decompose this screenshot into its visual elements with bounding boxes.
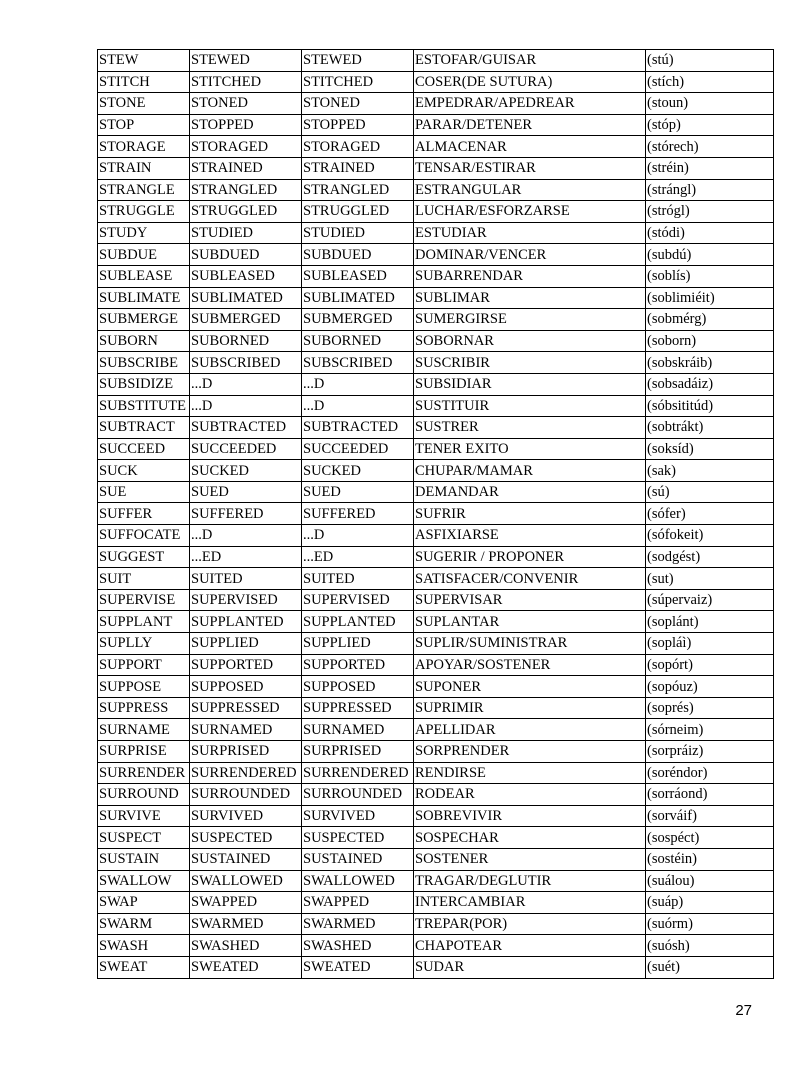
table-row	[98, 395, 774, 417]
past-participle-cell: SUFFERED	[302, 503, 414, 525]
past-participle-cell: SUSPECTED	[302, 827, 414, 849]
table-row	[98, 913, 774, 935]
past-participle-cell: STORAGED	[302, 136, 414, 158]
page-number: 27	[735, 1002, 752, 1019]
base-form-cell: SWALLOW	[98, 870, 190, 892]
pronunciation-cell: (soplánt)	[646, 611, 774, 633]
past-participle-cell: ...D	[302, 373, 414, 395]
table-row	[98, 827, 774, 849]
table-row	[98, 309, 774, 331]
translation-cell: TRAGAR/DEGLUTIR	[414, 870, 646, 892]
table-row	[98, 654, 774, 676]
table-row	[98, 481, 774, 503]
past-participle-cell: SUITED	[302, 568, 414, 590]
table-row	[98, 892, 774, 914]
translation-cell: ALMACENAR	[414, 136, 646, 158]
base-form-cell: SWASH	[98, 935, 190, 957]
past-participle-cell: STITCHED	[302, 71, 414, 93]
translation-cell: SUSTITUIR	[414, 395, 646, 417]
past-participle-cell: SUBLEASED	[302, 265, 414, 287]
translation-cell: ESTRANGULAR	[414, 179, 646, 201]
past-simple-cell: STRANGLED	[190, 179, 302, 201]
pronunciation-cell: (sobskráib)	[646, 352, 774, 374]
past-simple-cell: SWASHED	[190, 935, 302, 957]
base-form-cell: STRAIN	[98, 157, 190, 179]
translation-cell: SUPLIR/SUMINISTRAR	[414, 633, 646, 655]
pronunciation-cell: (sobmérg)	[646, 309, 774, 331]
table-row	[98, 870, 774, 892]
translation-cell: SUBLIMAR	[414, 287, 646, 309]
base-form-cell: SUPPRESS	[98, 697, 190, 719]
past-simple-cell: STUDIED	[190, 222, 302, 244]
past-participle-cell: SURROUNDED	[302, 784, 414, 806]
past-simple-cell: ...D	[190, 395, 302, 417]
table-row	[98, 330, 774, 352]
base-form-cell: SUPERVISE	[98, 589, 190, 611]
table-row	[98, 589, 774, 611]
base-form-cell: SUBLIMATE	[98, 287, 190, 309]
table-row	[98, 352, 774, 374]
base-form-cell: STONE	[98, 93, 190, 115]
table-row	[98, 568, 774, 590]
past-participle-cell: ...D	[302, 395, 414, 417]
past-participle-cell: STEWED	[302, 50, 414, 72]
translation-cell: DOMINAR/VENCER	[414, 244, 646, 266]
base-form-cell: STORAGE	[98, 136, 190, 158]
past-participle-cell: SUPERVISED	[302, 589, 414, 611]
table-row	[98, 697, 774, 719]
past-simple-cell: STEWED	[190, 50, 302, 72]
translation-cell: CHAPOTEAR	[414, 935, 646, 957]
translation-cell: ASFIXIARSE	[414, 525, 646, 547]
past-simple-cell: SURROUNDED	[190, 784, 302, 806]
base-form-cell: STRANGLE	[98, 179, 190, 201]
past-simple-cell: SUBTRACTED	[190, 417, 302, 439]
past-simple-cell: STONED	[190, 93, 302, 115]
translation-cell: RENDIRSE	[414, 762, 646, 784]
table-row	[98, 784, 774, 806]
past-participle-cell: SURPRISED	[302, 741, 414, 763]
past-participle-cell: SURRENDERED	[302, 762, 414, 784]
table-row	[98, 71, 774, 93]
past-participle-cell: SWARMED	[302, 913, 414, 935]
base-form-cell: STEW	[98, 50, 190, 72]
past-participle-cell: ...ED	[302, 546, 414, 568]
pronunciation-cell: (stréin)	[646, 157, 774, 179]
base-form-cell: SUBMERGE	[98, 309, 190, 331]
translation-cell: SUDAR	[414, 956, 646, 978]
base-form-cell: SWAP	[98, 892, 190, 914]
pronunciation-cell: (soksíd)	[646, 438, 774, 460]
table-row	[98, 762, 774, 784]
translation-cell: RODEAR	[414, 784, 646, 806]
pronunciation-cell: (soborn)	[646, 330, 774, 352]
translation-cell: LUCHAR/ESFORZARSE	[414, 201, 646, 223]
past-simple-cell: STRAINED	[190, 157, 302, 179]
past-simple-cell: SURPRISED	[190, 741, 302, 763]
past-simple-cell: SUPPLIED	[190, 633, 302, 655]
base-form-cell: SURNAME	[98, 719, 190, 741]
past-simple-cell: SUPPRESSED	[190, 697, 302, 719]
base-form-cell: STITCH	[98, 71, 190, 93]
past-participle-cell: SUBTRACTED	[302, 417, 414, 439]
past-simple-cell: SURVIVED	[190, 805, 302, 827]
translation-cell: SUPLANTAR	[414, 611, 646, 633]
past-simple-cell: SUPPLANTED	[190, 611, 302, 633]
pronunciation-cell: (soblimiéit)	[646, 287, 774, 309]
pronunciation-cell: (sospéct)	[646, 827, 774, 849]
table-row	[98, 201, 774, 223]
past-simple-cell: SWEATED	[190, 956, 302, 978]
translation-cell: SUSTRER	[414, 417, 646, 439]
base-form-cell: STOP	[98, 114, 190, 136]
table-row	[98, 265, 774, 287]
translation-cell: ESTOFAR/GUISAR	[414, 50, 646, 72]
past-simple-cell: SWAPPED	[190, 892, 302, 914]
past-simple-cell: SUPERVISED	[190, 589, 302, 611]
pronunciation-cell: (sú)	[646, 481, 774, 503]
pronunciation-cell: (stóp)	[646, 114, 774, 136]
translation-cell: SORPRENDER	[414, 741, 646, 763]
translation-cell: APOYAR/SOSTENER	[414, 654, 646, 676]
translation-cell: SUBSIDIAR	[414, 373, 646, 395]
table-row	[98, 136, 774, 158]
pronunciation-cell: (sodgést)	[646, 546, 774, 568]
past-simple-cell: STOPPED	[190, 114, 302, 136]
pronunciation-cell: (strógl)	[646, 201, 774, 223]
pronunciation-cell: (suórm)	[646, 913, 774, 935]
past-participle-cell: SUSTAINED	[302, 848, 414, 870]
past-simple-cell: SUPPORTED	[190, 654, 302, 676]
past-simple-cell: SUBSCRIBED	[190, 352, 302, 374]
translation-cell: SATISFACER/CONVENIR	[414, 568, 646, 590]
base-form-cell: SUBLEASE	[98, 265, 190, 287]
past-simple-cell: ...D	[190, 373, 302, 395]
translation-cell: SUPONER	[414, 676, 646, 698]
pronunciation-cell: (soblís)	[646, 265, 774, 287]
translation-cell: ESTUDIAR	[414, 222, 646, 244]
table-row	[98, 417, 774, 439]
past-simple-cell: ...D	[190, 525, 302, 547]
pronunciation-cell: (stích)	[646, 71, 774, 93]
translation-cell: SUGERIR / PROPONER	[414, 546, 646, 568]
translation-cell: SUMERGIRSE	[414, 309, 646, 331]
past-simple-cell: SUSPECTED	[190, 827, 302, 849]
base-form-cell: SUBSCRIBE	[98, 352, 190, 374]
past-simple-cell: ...ED	[190, 546, 302, 568]
pronunciation-cell: (sopláì)	[646, 633, 774, 655]
past-participle-cell: STRAINED	[302, 157, 414, 179]
table-row	[98, 676, 774, 698]
table-row	[98, 114, 774, 136]
pronunciation-cell: (soprés)	[646, 697, 774, 719]
table-row	[98, 805, 774, 827]
translation-cell: APELLIDAR	[414, 719, 646, 741]
translation-cell: DEMANDAR	[414, 481, 646, 503]
past-participle-cell: ...D	[302, 525, 414, 547]
past-participle-cell: SURVIVED	[302, 805, 414, 827]
translation-cell: SUSCRIBIR	[414, 352, 646, 374]
base-form-cell: SUFFER	[98, 503, 190, 525]
past-participle-cell: SUPPLANTED	[302, 611, 414, 633]
pronunciation-cell: (sobsadáiz)	[646, 373, 774, 395]
base-form-cell: SUCCEED	[98, 438, 190, 460]
translation-cell: TENSAR/ESTIRAR	[414, 157, 646, 179]
past-participle-cell: SUED	[302, 481, 414, 503]
past-participle-cell: SWASHED	[302, 935, 414, 957]
table-row	[98, 525, 774, 547]
base-form-cell: SWARM	[98, 913, 190, 935]
base-form-cell: STRUGGLE	[98, 201, 190, 223]
past-participle-cell: SUPPLIED	[302, 633, 414, 655]
past-simple-cell: SUBMERGED	[190, 309, 302, 331]
table-row	[98, 438, 774, 460]
past-simple-cell: STITCHED	[190, 71, 302, 93]
base-form-cell: SUBDUE	[98, 244, 190, 266]
base-form-cell: SUPPOSE	[98, 676, 190, 698]
pronunciation-cell: (sak)	[646, 460, 774, 482]
translation-cell: COSER(DE SUTURA)	[414, 71, 646, 93]
base-form-cell: SUBORN	[98, 330, 190, 352]
table-row	[98, 503, 774, 525]
past-simple-cell: STRUGGLED	[190, 201, 302, 223]
table-row	[98, 719, 774, 741]
base-form-cell: SURVIVE	[98, 805, 190, 827]
pronunciation-cell: (sut)	[646, 568, 774, 590]
table-row	[98, 287, 774, 309]
past-simple-cell: SURRENDERED	[190, 762, 302, 784]
base-form-cell: SUPPORT	[98, 654, 190, 676]
past-participle-cell: SUPPRESSED	[302, 697, 414, 719]
table-row	[98, 633, 774, 655]
translation-cell: SOSPECHAR	[414, 827, 646, 849]
past-participle-cell: SUBORNED	[302, 330, 414, 352]
base-form-cell: SUE	[98, 481, 190, 503]
table-row	[98, 741, 774, 763]
pronunciation-cell: (sopóuz)	[646, 676, 774, 698]
base-form-cell: SURROUND	[98, 784, 190, 806]
pronunciation-cell: (stódi)	[646, 222, 774, 244]
past-participle-cell: SUCCEEDED	[302, 438, 414, 460]
past-simple-cell: SUCKED	[190, 460, 302, 482]
base-form-cell: SUBSIDIZE	[98, 373, 190, 395]
past-simple-cell: SWARMED	[190, 913, 302, 935]
past-participle-cell: SWEATED	[302, 956, 414, 978]
base-form-cell: SUBSTITUTE	[98, 395, 190, 417]
translation-cell: INTERCAMBIAR	[414, 892, 646, 914]
table-row	[98, 93, 774, 115]
pronunciation-cell: (stoun)	[646, 93, 774, 115]
past-participle-cell: SURNAMED	[302, 719, 414, 741]
past-simple-cell: SUBDUED	[190, 244, 302, 266]
table-row	[98, 848, 774, 870]
pronunciation-cell: (sorráond)	[646, 784, 774, 806]
past-simple-cell: SURNAMED	[190, 719, 302, 741]
past-simple-cell: SUBLEASED	[190, 265, 302, 287]
translation-cell: SOBREVIVIR	[414, 805, 646, 827]
table-row	[98, 244, 774, 266]
past-participle-cell: SUPPORTED	[302, 654, 414, 676]
pronunciation-cell: (sófer)	[646, 503, 774, 525]
table-row	[98, 611, 774, 633]
past-participle-cell: STUDIED	[302, 222, 414, 244]
base-form-cell: SUPLLY	[98, 633, 190, 655]
base-form-cell: SUSTAIN	[98, 848, 190, 870]
past-participle-cell: SUBMERGED	[302, 309, 414, 331]
base-form-cell: SUPPLANT	[98, 611, 190, 633]
past-simple-cell: SUCCEEDED	[190, 438, 302, 460]
pronunciation-cell: (sopórt)	[646, 654, 774, 676]
translation-cell: SOSTENER	[414, 848, 646, 870]
pronunciation-cell: (stú)	[646, 50, 774, 72]
translation-cell: SUBARRENDAR	[414, 265, 646, 287]
pronunciation-cell: (sorváif)	[646, 805, 774, 827]
table-row	[98, 956, 774, 978]
base-form-cell: SURRENDER	[98, 762, 190, 784]
past-participle-cell: SUBLIMATED	[302, 287, 414, 309]
translation-cell: PARAR/DETENER	[414, 114, 646, 136]
translation-cell: TREPAR(POR)	[414, 913, 646, 935]
translation-cell: SUFRIR	[414, 503, 646, 525]
table-row	[98, 373, 774, 395]
past-simple-cell: SWALLOWED	[190, 870, 302, 892]
pronunciation-cell: (súpervaiz)	[646, 589, 774, 611]
translation-cell: CHUPAR/MAMAR	[414, 460, 646, 482]
past-participle-cell: STOPPED	[302, 114, 414, 136]
past-simple-cell: SUPPOSED	[190, 676, 302, 698]
base-form-cell: SURPRISE	[98, 741, 190, 763]
pronunciation-cell: (strángl)	[646, 179, 774, 201]
past-participle-cell: SWALLOWED	[302, 870, 414, 892]
base-form-cell: SUGGEST	[98, 546, 190, 568]
past-participle-cell: SWAPPED	[302, 892, 414, 914]
pronunciation-cell: (suét)	[646, 956, 774, 978]
past-simple-cell: SUBLIMATED	[190, 287, 302, 309]
base-form-cell: SWEAT	[98, 956, 190, 978]
base-form-cell: STUDY	[98, 222, 190, 244]
past-participle-cell: SUCKED	[302, 460, 414, 482]
verb-table	[97, 49, 774, 979]
past-participle-cell: STRANGLED	[302, 179, 414, 201]
past-participle-cell: SUBDUED	[302, 244, 414, 266]
pronunciation-cell: (sófokeit)	[646, 525, 774, 547]
past-simple-cell: SUITED	[190, 568, 302, 590]
past-simple-cell: SUBORNED	[190, 330, 302, 352]
pronunciation-cell: (sostéin)	[646, 848, 774, 870]
table-row	[98, 460, 774, 482]
past-participle-cell: STRUGGLED	[302, 201, 414, 223]
verb-table-body	[98, 50, 774, 979]
translation-cell: TENER EXITO	[414, 438, 646, 460]
table-row	[98, 546, 774, 568]
past-simple-cell: STORAGED	[190, 136, 302, 158]
base-form-cell: SUFFOCATE	[98, 525, 190, 547]
pronunciation-cell: (sórneim)	[646, 719, 774, 741]
pronunciation-cell: (suálou)	[646, 870, 774, 892]
table-row	[98, 935, 774, 957]
table-row	[98, 50, 774, 72]
table-row	[98, 222, 774, 244]
past-simple-cell: SUED	[190, 481, 302, 503]
pronunciation-cell: (suósh)	[646, 935, 774, 957]
translation-cell: SUPERVISAR	[414, 589, 646, 611]
pronunciation-cell: (soréndor)	[646, 762, 774, 784]
translation-cell: SUPRIMIR	[414, 697, 646, 719]
pronunciation-cell: (sóbsititúd)	[646, 395, 774, 417]
pronunciation-cell: (sobtrákt)	[646, 417, 774, 439]
past-simple-cell: SUSTAINED	[190, 848, 302, 870]
base-form-cell: SUCK	[98, 460, 190, 482]
past-simple-cell: SUFFERED	[190, 503, 302, 525]
translation-cell: EMPEDRAR/APEDREAR	[414, 93, 646, 115]
translation-cell: SOBORNAR	[414, 330, 646, 352]
past-participle-cell: STONED	[302, 93, 414, 115]
table-row	[98, 157, 774, 179]
base-form-cell: SUBTRACT	[98, 417, 190, 439]
past-participle-cell: SUPPOSED	[302, 676, 414, 698]
pronunciation-cell: (stórech)	[646, 136, 774, 158]
table-row	[98, 179, 774, 201]
pronunciation-cell: (sorpráiz)	[646, 741, 774, 763]
pronunciation-cell: (subdú)	[646, 244, 774, 266]
base-form-cell: SUSPECT	[98, 827, 190, 849]
past-participle-cell: SUBSCRIBED	[302, 352, 414, 374]
pronunciation-cell: (suáp)	[646, 892, 774, 914]
base-form-cell: SUIT	[98, 568, 190, 590]
